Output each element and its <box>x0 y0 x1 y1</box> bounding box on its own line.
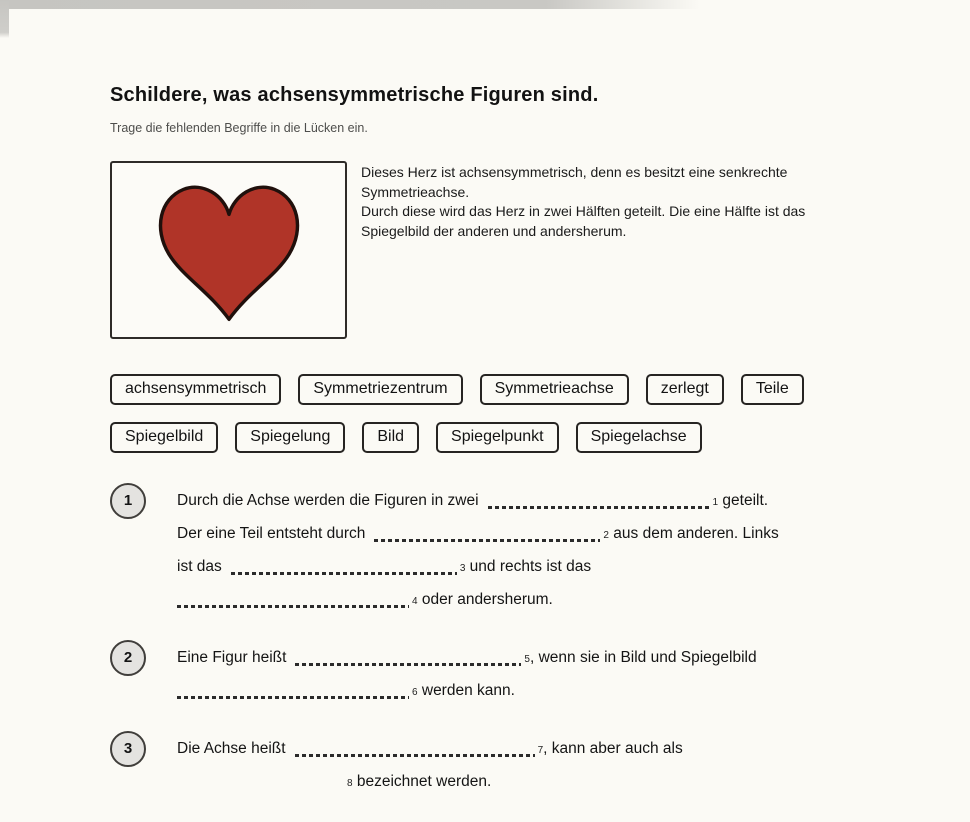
questions-section <box>110 483 880 804</box>
blank-index: 2 <box>603 529 609 541</box>
question-line <box>177 523 779 546</box>
question-number-badge: 2 <box>110 640 146 676</box>
question-line <box>177 556 779 579</box>
heart-figure-frame <box>110 161 347 339</box>
answer-blank-6[interactable] <box>177 696 409 699</box>
blank-index: 3 <box>459 562 466 574</box>
question-line <box>177 680 757 703</box>
figure-section <box>110 161 880 339</box>
heart-icon <box>143 173 315 328</box>
word-chip-teile[interactable]: Teile <box>741 374 804 405</box>
window-edge-left <box>0 0 9 38</box>
word-chip-zerlegt[interactable]: zerlegt <box>646 374 724 405</box>
word-bank <box>110 374 880 453</box>
figure-caption <box>361 161 805 339</box>
word-chip-symmetriezentrum[interactable]: Symmetriezentrum <box>298 374 462 405</box>
answer-blank-2[interactable] <box>374 539 600 542</box>
blank-index: 1 <box>712 496 719 508</box>
question-line <box>177 589 779 612</box>
question-text: geteilt. <box>718 491 769 509</box>
word-chip-spiegelachse[interactable]: Spiegelachse <box>576 422 702 453</box>
figure-caption-line: Symmetrieachse. <box>361 183 470 200</box>
question-text: Die Achse heißt <box>177 739 286 757</box>
question-line <box>344 771 683 794</box>
question-3 <box>110 731 880 804</box>
blank-index: 4 <box>412 595 418 607</box>
page-instruction: Trage die fehlenden Begriffe in die Lücken ein. <box>110 121 368 135</box>
figure-caption-line: Durch diese wird das Herz in zwei Hälften geteilt. Die eine Hälfte ist das <box>361 203 806 219</box>
question-1-text <box>177 483 779 622</box>
question-text: und rechts ist das <box>465 557 592 575</box>
question-text: , wenn sie in Bild und Spiegelbild <box>529 648 757 666</box>
question-number-badge: 3 <box>110 731 146 767</box>
worksheet <box>110 84 880 822</box>
blank-index: 5 <box>524 653 530 665</box>
figure-caption-line: Dieses Herz ist achsensymmetrisch, denn es besitzt eine senkrechte <box>361 164 788 180</box>
question-number-badge: 1 <box>110 483 146 519</box>
question-text: bezeichnet werden. <box>352 772 492 790</box>
word-bank-row-2 <box>110 422 880 453</box>
question-text: werden kann. <box>417 681 515 699</box>
question-line <box>177 647 757 670</box>
blank-index: 7 <box>537 744 544 756</box>
word-chip-symmetrieachse[interactable]: Symmetrieachse <box>480 374 629 405</box>
word-chip-spiegelung[interactable]: Spiegelung <box>235 422 345 453</box>
blank-index-8[interactable]: 8 <box>347 777 353 789</box>
answer-blank-7[interactable] <box>295 754 535 757</box>
question-2 <box>110 640 880 713</box>
window-edge-top <box>0 0 700 9</box>
question-text: oder andersherum. <box>417 590 553 608</box>
question-2-text <box>177 640 757 713</box>
word-chip-spiegelbild[interactable]: Spiegelbild <box>110 422 218 453</box>
answer-blank-4[interactable] <box>177 605 409 608</box>
question-3-text <box>177 731 683 804</box>
word-chip-bild[interactable]: Bild <box>362 422 419 453</box>
page-title: Schildere, was achsensymmetrische Figuren sind. <box>110 84 599 106</box>
heart-shape <box>160 187 297 319</box>
question-text: ist das <box>177 557 222 575</box>
word-bank-row-1 <box>110 374 880 405</box>
question-line <box>177 738 683 761</box>
question-text: Der eine Teil entsteht durch <box>177 524 366 542</box>
figure-caption-line: Spiegelbild der anderen und andersherum. <box>361 222 627 239</box>
answer-blank-1[interactable] <box>488 506 710 509</box>
blank-index: 6 <box>412 686 418 698</box>
answer-blank-3[interactable] <box>231 572 457 575</box>
question-text: , kann aber auch als <box>543 739 683 757</box>
question-1 <box>110 483 880 622</box>
question-text: Durch die Achse werden die Figuren in zwei <box>177 491 479 509</box>
question-text: Eine Figur heißt <box>177 648 287 666</box>
question-text: aus dem anderen. Links <box>608 524 779 542</box>
word-chip-spiegelpunkt[interactable]: Spiegelpunkt <box>436 422 559 453</box>
question-line <box>177 490 779 513</box>
word-chip-achsensymmetrisch[interactable]: achsensymmetrisch <box>110 374 281 405</box>
answer-blank-5[interactable] <box>295 663 521 666</box>
